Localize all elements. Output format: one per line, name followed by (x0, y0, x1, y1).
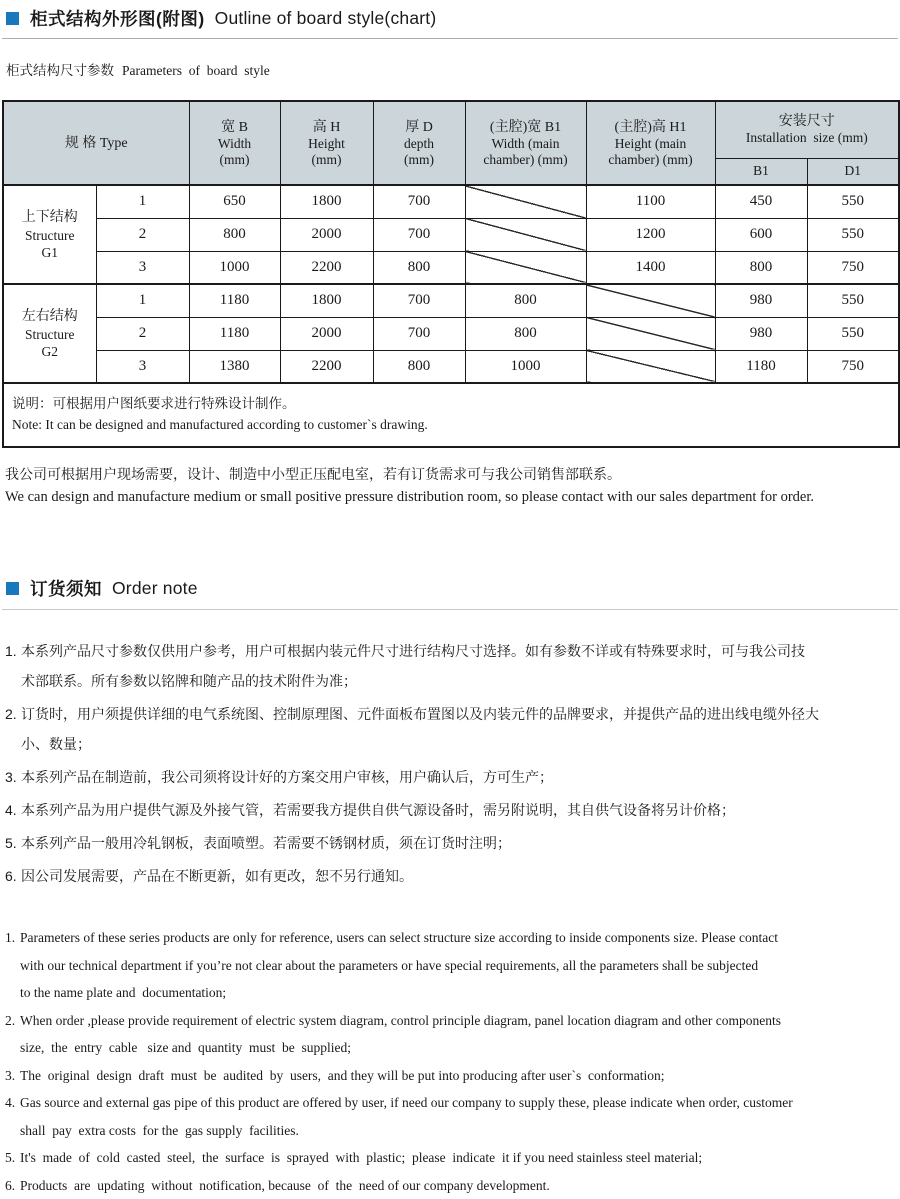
item-line: It's made of cold casted steel, the surface is sprayed with plastic; please indicate it if you need stainless steel material; (20, 1144, 898, 1172)
list-item (5, 762, 898, 792)
cell-height: 2200 (280, 350, 373, 383)
cell-b1main: 800 (465, 317, 586, 350)
cell-depth: 700 (373, 218, 465, 251)
group-label-g2: 左右结构 Structure G2 (3, 284, 96, 383)
intro-en: We can design and manufacture medium or small positive pressure distribution room, so please contact with our sales department for order. (5, 486, 898, 509)
item-number: 4. (5, 1089, 20, 1117)
cell-b1main: 800 (465, 284, 586, 317)
heading-divider (2, 38, 898, 39)
section-heading-order-note (2, 570, 898, 601)
cell-install-b1: 600 (715, 218, 807, 251)
cell-h1main-not-applicable (586, 317, 715, 350)
list-item (5, 1007, 898, 1062)
table-subtitle-zh: 柜式结构尺寸参数 (6, 63, 114, 78)
cell-height: 2000 (280, 218, 373, 251)
item-line: Products are updating without notification, because of the need of our company development. (20, 1172, 898, 1199)
cell-b1main-not-applicable (465, 185, 586, 218)
item-number: 2. (5, 1007, 20, 1035)
order-notes-chinese (5, 636, 898, 891)
cell-width: 650 (189, 185, 280, 218)
cell-type-no: 2 (96, 218, 189, 251)
cell-install-d1: 550 (807, 284, 899, 317)
table-note-en: Note: It can be designed and manufactured according to customer`s drawing. (12, 414, 892, 435)
item-line: with our technical department if you’re not clear about the parameters or have special requirements, all the parameters shall be subjected (20, 952, 898, 980)
cell-width: 1180 (189, 317, 280, 350)
cell-type-no: 1 (96, 185, 189, 218)
list-item (5, 1144, 898, 1172)
table-row (3, 317, 899, 350)
list-item (5, 828, 898, 858)
header-install-d1: D1 (807, 158, 899, 185)
item-line: 本系列产品尺寸参数仅供用户参考，用户可根据内装元件尺寸进行结构尺寸选择。如有参数不详或有特殊要求时，可与我公司技 (21, 636, 898, 666)
header-type: 规 格 Type (3, 101, 189, 185)
item-number: 1. (5, 924, 20, 952)
header-width: 宽 B Width (mm) (189, 101, 280, 185)
header-installation-size: 安装尺寸 Installation size (mm) (715, 101, 899, 158)
header-depth: 厚 D depth (mm) (373, 101, 465, 185)
cell-height: 1800 (280, 185, 373, 218)
item-line: The original design draft must be audited by users, and they will be put into producing after user`s conformation; (20, 1062, 898, 1090)
group-structure-g1 (3, 185, 899, 284)
heading-divider (2, 609, 898, 610)
list-item (5, 924, 898, 1007)
blue-square-icon (6, 582, 19, 595)
cell-h1main: 1100 (586, 185, 715, 218)
order-notes-english (5, 924, 898, 1199)
list-item (5, 861, 898, 891)
table-row (3, 350, 899, 383)
cell-install-d1: 550 (807, 185, 899, 218)
cell-depth: 800 (373, 350, 465, 383)
cell-height: 1800 (280, 284, 373, 317)
header-main-chamber-width: (主腔)宽 B1 Width (main chamber) (mm) (465, 101, 586, 185)
table-note-row (3, 383, 899, 447)
table-row (3, 251, 899, 284)
order-title-zh: 订货须知 (30, 576, 102, 601)
cell-install-b1: 1180 (715, 350, 807, 383)
list-item (5, 1172, 898, 1199)
table-note-cell (3, 383, 899, 447)
group-structure-g2 (3, 284, 899, 383)
list-item (5, 636, 898, 696)
section-heading-outline (2, 0, 898, 31)
item-line: 术部联系。所有参数以铭牌和随产品的技术附件为准； (21, 666, 898, 696)
cell-install-d1: 750 (807, 350, 899, 383)
intro-zh: 我公司可根据用户现场需要，设计、制造中小型正压配电室，若有订货需求可与我公司销售部联系。 (5, 463, 898, 486)
cell-depth: 700 (373, 317, 465, 350)
table-header (3, 101, 899, 185)
section-title-en: Outline of board style(chart) (215, 8, 437, 29)
item-line: Parameters of these series products are only for reference, users can select structure size according to inside components size. Please contact (20, 924, 898, 952)
blue-square-icon (6, 12, 19, 25)
header-main-chamber-height: (主腔)高 H1 Height (main chamber) (mm) (586, 101, 715, 185)
item-number: 6. (5, 1172, 20, 1199)
cell-h1main-not-applicable (586, 350, 715, 383)
item-number: 3. (5, 1062, 20, 1090)
section-title-zh: 柜式结构外形图(附图) (30, 6, 205, 31)
table-subtitle-en: Parameters of board style (122, 63, 270, 78)
cell-depth: 700 (373, 185, 465, 218)
cell-install-d1: 550 (807, 317, 899, 350)
item-line: When order ,please provide requirement of electric system diagram, control principle diagram, panel location diagram and other components (20, 1007, 898, 1035)
cell-width: 800 (189, 218, 280, 251)
cell-b1main-not-applicable (465, 251, 586, 284)
item-line: 订货时，用户须提供详细的电气系统图、控制原理图、元件面板布置图以及内装元件的品牌要求，并提供产品的进出线电缆外径大 (21, 699, 898, 729)
cell-depth: 700 (373, 284, 465, 317)
list-item (5, 1062, 898, 1090)
list-item (5, 1089, 898, 1144)
item-line: 小、数量； (21, 729, 898, 759)
cell-install-b1: 980 (715, 317, 807, 350)
cell-width: 1380 (189, 350, 280, 383)
table-note-section (3, 383, 899, 447)
cell-install-d1: 550 (807, 218, 899, 251)
cell-install-b1: 800 (715, 251, 807, 284)
intro-paragraph (5, 463, 898, 509)
cell-depth: 800 (373, 251, 465, 284)
cell-h1main: 1400 (586, 251, 715, 284)
header-height: 高 H Height (mm) (280, 101, 373, 185)
table-row (3, 185, 899, 218)
item-number: 6. (5, 861, 21, 891)
item-line: to the name plate and documentation; (20, 979, 898, 1007)
table-row (3, 284, 899, 317)
cell-height: 2000 (280, 317, 373, 350)
cell-width: 1000 (189, 251, 280, 284)
parameters-table (2, 100, 900, 448)
list-item (5, 699, 898, 759)
cell-height: 2200 (280, 251, 373, 284)
cell-type-no: 2 (96, 317, 189, 350)
cell-type-no: 3 (96, 350, 189, 383)
table-row (3, 218, 899, 251)
cell-b1main: 1000 (465, 350, 586, 383)
order-title-en: Order note (112, 578, 198, 599)
item-line: 本系列产品为用户提供气源及外接气管，若需要我方提供自供气源设备时，需另附说明，其自供气设备将另计价格； (21, 795, 898, 825)
cell-width: 1180 (189, 284, 280, 317)
cell-install-b1: 980 (715, 284, 807, 317)
group-label-g1: 上下结构 Structure G1 (3, 185, 96, 284)
item-number: 1. (5, 636, 21, 666)
header-install-b1: B1 (715, 158, 807, 185)
cell-b1main-not-applicable (465, 218, 586, 251)
item-number: 5. (5, 1144, 20, 1172)
cell-h1main: 1200 (586, 218, 715, 251)
item-line: shall pay extra costs for the gas supply facilities. (20, 1117, 898, 1145)
item-number: 3. (5, 762, 21, 792)
cell-h1main-not-applicable (586, 284, 715, 317)
table-note-zh: 说明：可根据用户图纸要求进行特殊设计制作。 (12, 393, 892, 414)
item-line: size, the entry cable size and quantity must be supplied; (20, 1034, 898, 1062)
item-number: 2. (5, 699, 21, 729)
item-number: 4. (5, 795, 21, 825)
item-line: 因公司发展需要，产品在不断更新，如有更改，恕不另行通知。 (21, 861, 898, 891)
item-number: 5. (5, 828, 21, 858)
cell-type-no: 1 (96, 284, 189, 317)
cell-install-b1: 450 (715, 185, 807, 218)
table-subtitle (6, 59, 898, 79)
item-line: 本系列产品一般用冷轧钢板，表面喷塑。若需要不锈钢材质，须在订货时注明； (21, 828, 898, 858)
cell-type-no: 3 (96, 251, 189, 284)
item-line: 本系列产品在制造前，我公司须将设计好的方案交用户审核，用户确认后，方可生产； (21, 762, 898, 792)
item-line: Gas source and external gas pipe of this product are offered by user, if need our company to supply these, please indicate when order, customer (20, 1089, 898, 1117)
list-item (5, 795, 898, 825)
cell-install-d1: 750 (807, 251, 899, 284)
